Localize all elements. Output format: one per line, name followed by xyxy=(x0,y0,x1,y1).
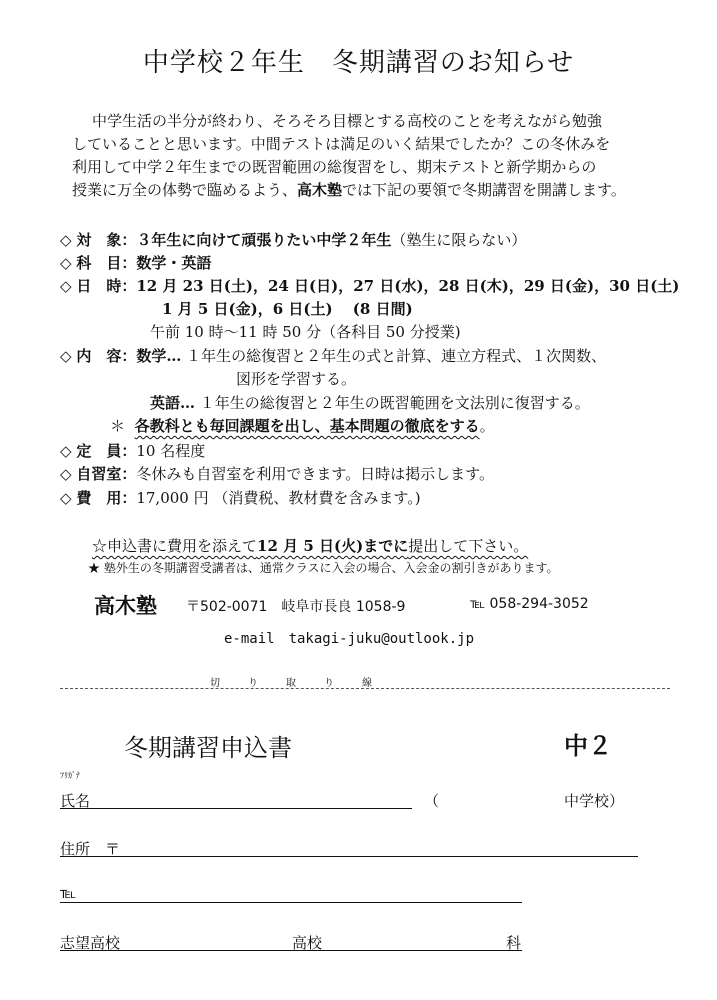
item-eng-label: 英語… xyxy=(150,394,196,412)
ka-label: 科 xyxy=(506,934,522,952)
intro-text: 授業に万全の体勢で臨めるよう、 xyxy=(72,181,298,199)
hope-school-label: 志望高校 xyxy=(60,934,121,952)
item-teiin xyxy=(60,440,205,461)
note-end: 。 xyxy=(479,417,495,435)
item-label: 定 員： xyxy=(76,442,137,460)
school-postal: 〒502-0071 岐阜市長良 1058-9 xyxy=(186,599,406,615)
star-note: ★ 塾外生の冬期講習受講者は、通常クラスに入会の場合、入会金の割引きがあります。 xyxy=(88,561,559,575)
item-math-desc: １年生の総復習と２年生の式と計算、連立方程式、１次関数、 xyxy=(186,347,607,365)
deadline-date: 12 月 5 日(火)までに xyxy=(257,537,409,555)
diamond-icon: ◇ xyxy=(60,231,72,249)
school-suffix: 中学校） xyxy=(564,792,625,810)
diamond-icon: ◇ xyxy=(60,442,72,460)
school-email[interactable]: e-mail takagi-juku@outlook.jp xyxy=(224,631,475,647)
item-note: （塾生に限らない） xyxy=(391,231,527,249)
item-label: 費 用： xyxy=(76,489,137,507)
intro-line-2: していることと思います。中間テストは満足のいく結果でしたか？この冬休みを xyxy=(72,135,611,153)
furigana-label: ﾌﾘｶﾞﾅ xyxy=(60,771,80,780)
deadline-text-a: ☆申込書に費用を添えて xyxy=(92,537,258,555)
intro-line-1: 中学生活の半分が終わり、そろそろ目標とする高校のことを考えながら勉強 xyxy=(92,112,603,130)
diamond-icon: ◇ xyxy=(60,489,72,507)
item-math-label: 数学… xyxy=(136,347,182,365)
intro-school-name: 高木塾 xyxy=(297,181,343,199)
asterisk-icon: ＊ xyxy=(110,417,126,435)
item-nichiji xyxy=(60,275,679,296)
diamond-icon: ◇ xyxy=(60,277,72,295)
item-value: 数学・英語 xyxy=(136,254,212,272)
intro-line-3: 利用して中学２年生までの既習範囲の総復習をし、期末テストと新学期からの xyxy=(72,158,597,176)
item-kamoku xyxy=(60,252,211,273)
item-naiyo-eng xyxy=(150,392,590,413)
item-naiyo xyxy=(60,345,606,366)
item-note xyxy=(110,415,495,436)
item-value: ３年生に向けて頑張りたい中学２年生 xyxy=(136,231,392,249)
form-grade: 中２ xyxy=(564,732,612,760)
item-jishu xyxy=(60,463,494,484)
tel-number: 058-294-3052 xyxy=(489,596,589,612)
item-label: 日 時： xyxy=(76,277,137,295)
form-title: 冬期講習申込書 xyxy=(124,734,292,762)
address-field[interactable] xyxy=(60,856,638,857)
tel-label: ℡ xyxy=(60,884,77,902)
koukou-label: 高校 xyxy=(292,934,323,952)
diamond-icon: ◇ xyxy=(60,465,72,483)
diamond-icon: ◇ xyxy=(60,347,72,365)
item-hiyo xyxy=(60,487,421,508)
cut-line-label: 切り取り線 xyxy=(210,678,400,689)
item-value: 10 名程度 xyxy=(136,442,206,460)
name-label: 氏名 xyxy=(60,792,91,810)
name-field[interactable] xyxy=(60,808,412,809)
diamond-icon: ◇ xyxy=(60,254,72,272)
school-name: 高木塾 xyxy=(94,594,157,618)
item-value: 冬休みも自習室を利用できます。日時は掲示します。 xyxy=(136,465,494,483)
item-value: 12 月 23 日(土)，24 日(日)，27 日(水)，28 日(木)，29 日(金)，30 日(土) xyxy=(136,277,680,295)
item-nichiji-line2: 1 月 5 日(金)，6 日(土) (8 日間) xyxy=(162,300,413,318)
item-taisho xyxy=(60,229,526,250)
paren-open: （ xyxy=(424,792,440,810)
item-label: 内 容： xyxy=(76,347,137,365)
item-eng-desc: １年生の総復習と２年生の既習範囲を文法別に復習する。 xyxy=(199,394,590,412)
item-nichiji-line3: 午前 10 時～11 時 50 分（各科目 50 分授業) xyxy=(150,323,461,341)
deadline-line xyxy=(92,535,528,556)
intro-line-4 xyxy=(72,179,626,200)
item-value: 17,000 円 xyxy=(136,489,209,507)
item-label: 対 象： xyxy=(76,231,137,249)
page-title: 中学校２年生 冬期講習のお知らせ xyxy=(142,48,575,78)
deadline-text-c: 提出して下さい。 xyxy=(408,537,529,555)
item-label: 科 目： xyxy=(76,254,137,272)
tel-icon: ℡ xyxy=(470,596,486,612)
note-text: 各教科とも毎回課題を出し、基本問題の徹底をする xyxy=(134,417,480,435)
school-tel xyxy=(470,596,589,612)
item-label: 自習室： xyxy=(76,465,137,483)
intro-text-end: では下記の要領で冬期講習を開講します。 xyxy=(342,181,626,199)
hope-school-field[interactable] xyxy=(60,950,522,951)
address-label: 住所 〒 xyxy=(60,840,121,858)
item-note: （消費税、教材費を含みます。) xyxy=(213,489,421,507)
item-naiyo-math2: 図形を学習する。 xyxy=(236,370,357,388)
tel-field[interactable] xyxy=(60,902,522,903)
cut-line xyxy=(60,688,670,689)
